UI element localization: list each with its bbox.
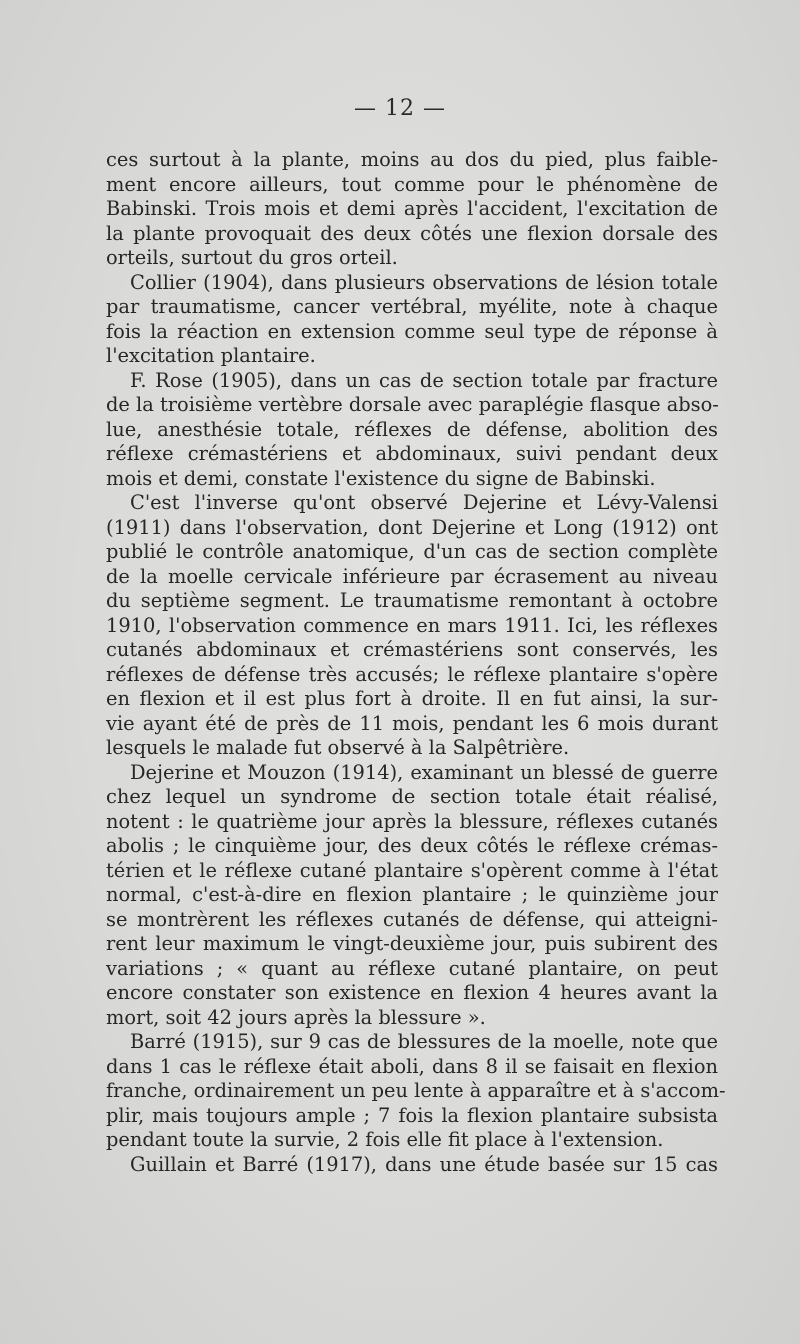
text-line: C'est l'inverse qu'ont observé Dejerine et Lévy-Valensi [130, 491, 718, 514]
text-line: orteils, surtout du gros orteil. [106, 246, 398, 269]
text-line: pendant toute la survie, 2 fois elle fit place à l'extension. [106, 1128, 664, 1151]
text-line: Collier (1904), dans plusieurs observations de lésion totale [130, 270, 718, 294]
text-line: publié le contrôle anatomique, d'un cas de section complète [106, 540, 718, 563]
text-line: rent leur maximum le vingt-deuxième jour, puis subirent des [106, 932, 718, 955]
text-line: en flexion et il est plus fort à droite. Il en fut ainsi, la sur- [106, 687, 718, 710]
text-line: mort, soit 42 jours après la blessure ». [106, 1005, 486, 1029]
text-line: réflexe crémastériens et abdominaux, suivi pendant deux [106, 442, 718, 465]
text-line: mois et demi, constate l'existence du signe de Babinski. [106, 466, 656, 490]
text-line: F. Rose (1905), dans un cas de section totale par fracture [130, 368, 718, 392]
text-line: normal, c'est-à-dire en flexion plantaire ; le quinzième jour [106, 883, 718, 906]
text-line: ment encore ailleurs, tout comme pour le phénomène de [106, 172, 718, 196]
text-line: de la moelle cervicale inférieure par écrasement au niveau [106, 564, 718, 588]
text-line: lesquels le malade fut observé à la Salpêtrière. [106, 736, 570, 759]
text-line: cutanés abdominaux et crémastériens sont conservés, les [106, 638, 718, 661]
text-line: se montrèrent les réflexes cutanés de défense, qui atteigni- [106, 907, 718, 931]
text-line: 1910, l'observation commence en mars 1911. Ici, les réflexes [106, 613, 718, 637]
text-line: notent : le quatrième jour après la blessure, réflexes cutanés [106, 809, 718, 833]
text-line: la plante provoquait des deux côtés une flexion dorsale des [106, 221, 718, 245]
text-line: térien et le réflexe cutané plantaire s'opèrent comme à l'état [106, 858, 718, 882]
body-text [106, 148, 726, 1177]
text-line: variations ; « quant au réflexe cutané plantaire, on peut [106, 956, 718, 980]
text-line: abolis ; le cinquième jour, des deux côtés le réflexe crémas- [106, 834, 718, 857]
text-line: (1911) dans l'observation, dont Dejerine et Long (1912) ont [106, 515, 718, 539]
text-line: réflexes de défense très accusés; le réflexe plantaire s'opère [106, 662, 718, 686]
text-line: encore constater son existence en flexion 4 heures avant la [106, 981, 718, 1004]
page-number: — 12 — [354, 96, 446, 121]
text-line: Barré (1915), sur 9 cas de blessures de la moelle, note que [130, 1030, 718, 1053]
text-line: plir, mais toujours ample ; 7 fois la flexion plantaire subsista [106, 1103, 718, 1127]
text-line: fois la réaction en extension comme seul type de réponse à [106, 319, 718, 343]
text-line: franche, ordinairement un peu lente à apparaître et à s'accom- [106, 1079, 726, 1102]
text-line: Babinski. Trois mois et demi après l'accident, l'excitation de [106, 197, 718, 220]
text-line: par traumatisme, cancer vertébral, myélite, note à chaque [106, 295, 718, 318]
text-line: vie ayant été de près de 11 mois, pendant les 6 mois durant [106, 711, 718, 735]
text-line: du septième segment. Le traumatisme remontant à octobre [106, 589, 718, 612]
text-line: ces surtout à la plante, moins au dos du pied, plus faible- [106, 148, 718, 171]
text-line: lue, anesthésie totale, réflexes de défense, abolition des [106, 417, 718, 441]
text-line: l'excitation plantaire. [106, 344, 316, 367]
text-line: Dejerine et Mouzon (1914), examinant un blessé de guerre [130, 760, 718, 784]
text-line: chez lequel un syndrome de section totale était réalisé, [106, 785, 718, 808]
text-line: de la troisième vertèbre dorsale avec paraplégie flasque abso- [106, 393, 719, 416]
text-line: dans 1 cas le réflexe était aboli, dans 8 il se faisait en flexion [106, 1054, 718, 1078]
text-line: Guillain et Barré (1917), dans une étude basée sur 15 cas [130, 1152, 718, 1176]
